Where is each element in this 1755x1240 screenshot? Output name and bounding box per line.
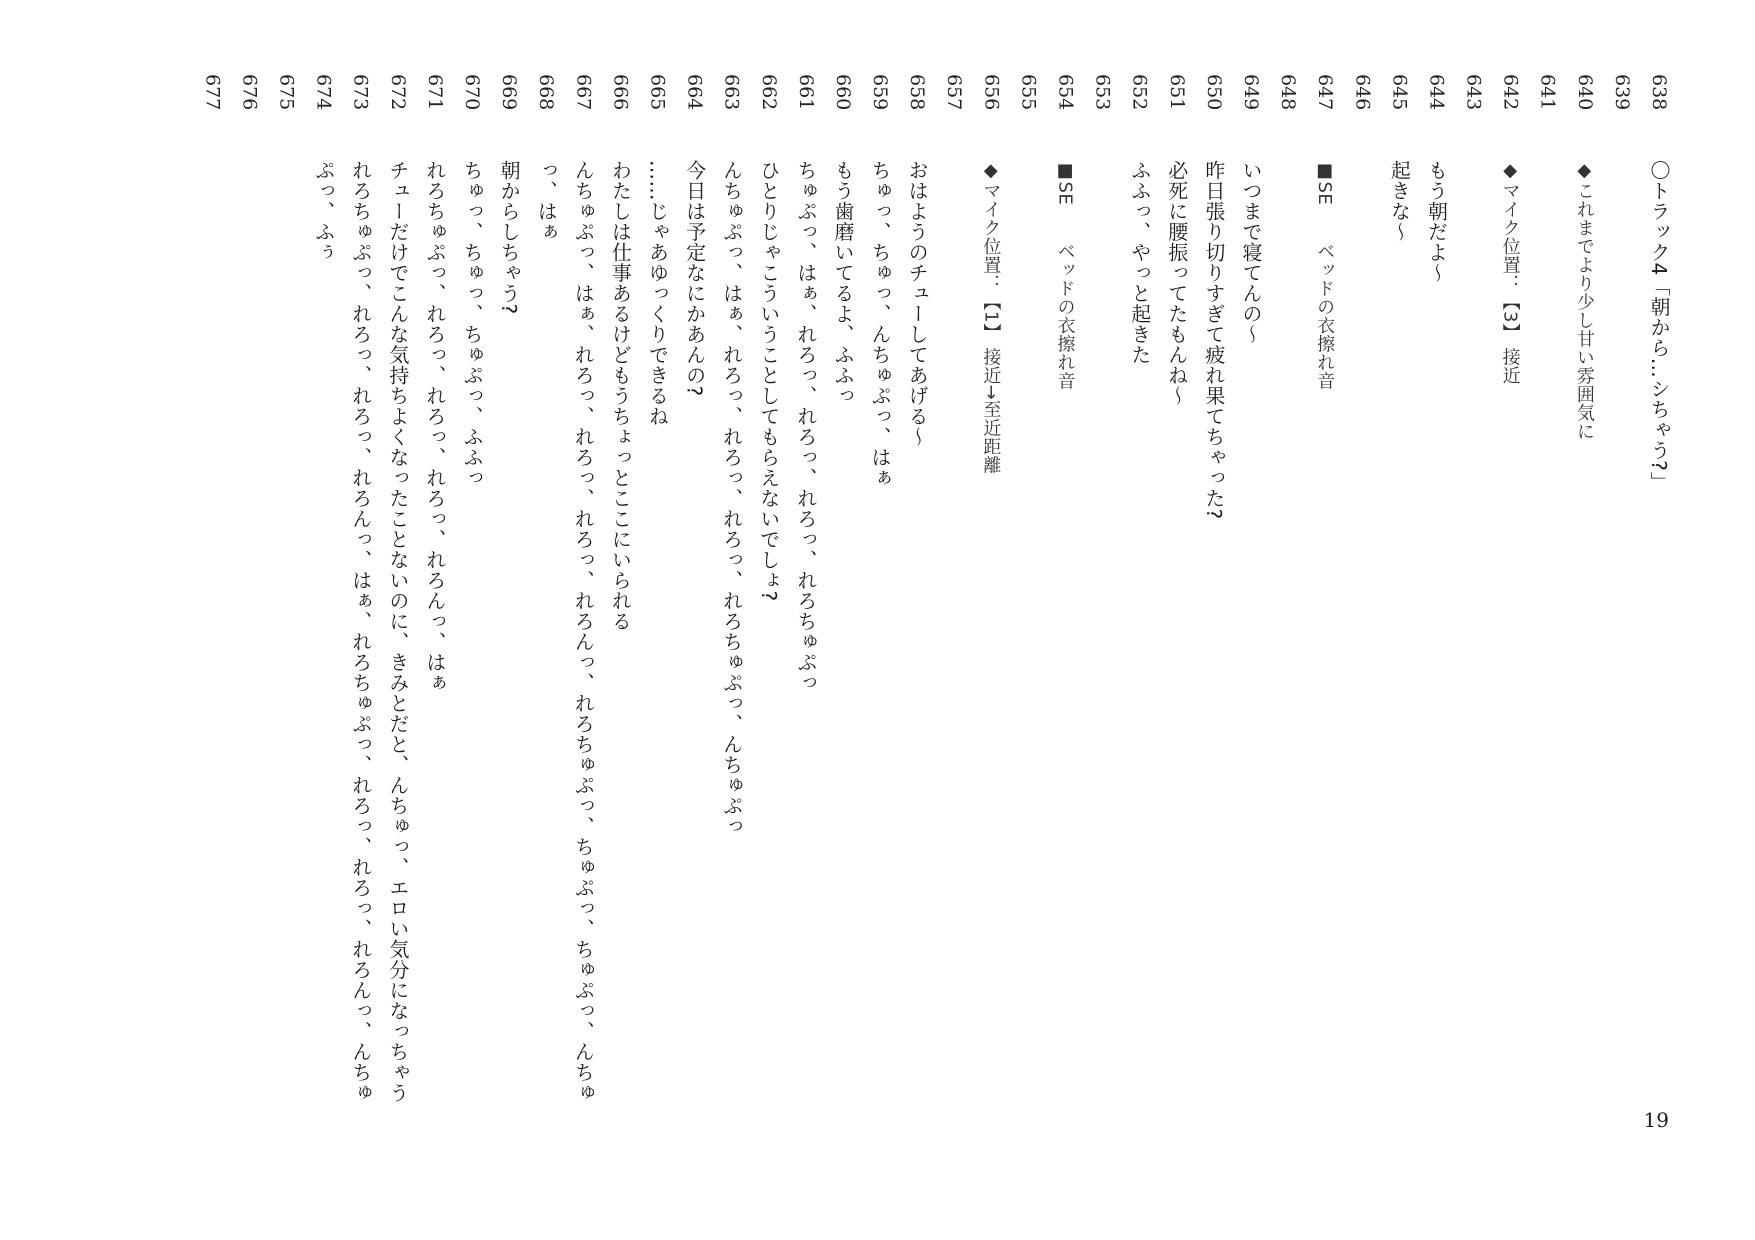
script-line xyxy=(675,74,712,1174)
script-line xyxy=(1417,74,1454,1174)
line-number: 659 xyxy=(869,74,892,111)
script-line xyxy=(1158,74,1195,1174)
line-number: 652 xyxy=(1128,74,1151,111)
stage-direction: ■SE ベッドの衣擦れ音 xyxy=(1314,160,1336,391)
page-number: 19 xyxy=(1643,1108,1669,1132)
script-line xyxy=(787,74,824,1174)
line-number: 649 xyxy=(1239,74,1262,111)
line-text: 必死に腰振ってたもんね〜 xyxy=(1164,160,1189,406)
line-number: 673 xyxy=(349,74,372,111)
script-line xyxy=(750,74,787,1174)
line-number: 660 xyxy=(831,74,854,111)
script-line xyxy=(1566,74,1603,1174)
line-number: 667 xyxy=(572,74,595,111)
script-line xyxy=(267,74,304,1174)
script-line xyxy=(898,74,935,1174)
line-number: 640 xyxy=(1573,74,1596,111)
line-number: 661 xyxy=(794,74,817,111)
script-line xyxy=(1046,74,1083,1174)
line-number: 658 xyxy=(906,74,929,111)
script-line xyxy=(601,74,638,1174)
line-text: ふふっ、やっと起きた xyxy=(1127,160,1152,365)
line-number: 662 xyxy=(757,74,780,111)
script-line xyxy=(564,74,601,1174)
line-text: いつまで寝てんの〜 xyxy=(1238,160,1263,345)
line-text: もう朝だよ〜 xyxy=(1424,160,1449,283)
script-line xyxy=(342,74,379,1174)
line-text: 昨日張り切りすぎて疲れ果てちゃった? xyxy=(1201,160,1226,520)
line-text: んちゅぷっ、はぁ、れろっ、れろっ、れろっ、れろちゅぷっ、んちゅぷっ xyxy=(719,160,744,837)
line-text: ぷっ、ふぅ xyxy=(311,160,336,263)
script-line xyxy=(861,74,898,1174)
script-line xyxy=(453,74,490,1174)
line-text: っ、はぁ xyxy=(534,160,559,242)
line-text: れろちゅぷっ、れろっ、れろっ、れろっ、れろんっ、はぁ xyxy=(422,160,447,693)
line-text: ちゅっ、ちゅっ、んちゅぷっ、はぁ xyxy=(868,160,893,488)
line-number: 665 xyxy=(646,74,669,111)
track-heading: 〇トラック4「朝から…シちゃう?」 xyxy=(1647,160,1671,492)
script-line xyxy=(490,74,527,1174)
script-line xyxy=(1084,74,1121,1174)
script-line xyxy=(638,74,675,1174)
line-text: おはようのチューしてあげる〜 xyxy=(905,160,930,447)
line-number: 669 xyxy=(498,74,521,111)
script-line xyxy=(230,74,267,1174)
script-line xyxy=(1640,74,1677,1174)
line-number: 672 xyxy=(386,74,409,111)
line-text: 今日は予定なにかあんの? xyxy=(682,160,707,397)
line-text: ちゅっ、ちゅっ、ちゅぷっ、ふふっ xyxy=(460,160,484,488)
line-text: 起きな〜 xyxy=(1387,160,1412,242)
line-text: ……じゃあゆっくりできるね xyxy=(645,160,670,427)
line-number: 641 xyxy=(1536,74,1559,111)
script-line xyxy=(824,74,861,1174)
script-line xyxy=(1269,74,1306,1174)
script-line xyxy=(1529,74,1566,1174)
script-line xyxy=(1232,74,1269,1174)
script-line xyxy=(1343,74,1380,1174)
line-number: 668 xyxy=(535,74,558,111)
line-number: 663 xyxy=(720,74,743,111)
line-text: ひとりじゃこういうことしてもらえないでしょ? xyxy=(756,160,781,602)
script-line xyxy=(527,74,564,1174)
script-line xyxy=(416,74,453,1174)
line-number: 643 xyxy=(1462,74,1485,111)
line-number: 655 xyxy=(1017,74,1040,111)
stage-direction: ◆マイク位置：【3】 接近 xyxy=(1499,160,1521,385)
line-text: わたしは仕事あるけどもうちょっとここにいられる xyxy=(608,160,633,632)
script-line xyxy=(935,74,972,1174)
script-lines xyxy=(193,74,1677,1174)
line-number: 650 xyxy=(1202,74,1225,111)
script-line xyxy=(1454,74,1491,1174)
line-number: 657 xyxy=(943,74,966,111)
script-line xyxy=(1009,74,1046,1174)
script-line xyxy=(713,74,750,1174)
line-number: 671 xyxy=(423,74,446,111)
script-line xyxy=(1195,74,1232,1174)
line-number: 639 xyxy=(1610,74,1633,111)
script-line xyxy=(193,74,230,1174)
line-text: チューだけでこんな気持ちよくなったことないのに、きみとだと、んちゅっ、エロい気分になっちゃう xyxy=(385,160,410,1103)
line-text: ちゅぷっ、はぁ、れろっ、れろっ、れろっ、れろちゅぷっ xyxy=(793,160,818,693)
script-line xyxy=(1306,74,1343,1174)
line-number: 645 xyxy=(1388,74,1411,111)
line-number: 647 xyxy=(1314,74,1337,111)
stage-direction: ◆マイク位置：【1】 接近→至近距離 xyxy=(980,160,1002,475)
line-text: 朝からしちゃう? xyxy=(497,160,522,315)
line-number: 646 xyxy=(1351,74,1374,111)
line-number: 674 xyxy=(312,74,335,111)
script-line xyxy=(1380,74,1417,1174)
line-number: 644 xyxy=(1425,74,1448,111)
line-number: 653 xyxy=(1091,74,1114,111)
line-text: れろちゅぷっ、れろっ、れろっ、れろんっ、はぁ、れろちゅぷっ、れろっ、れろっ、れろんっ、んちゅ xyxy=(348,160,373,1103)
line-number: 666 xyxy=(609,74,632,111)
line-number: 677 xyxy=(201,74,224,111)
line-number: 656 xyxy=(980,74,1003,111)
stage-direction: ◆これまでより少し甘い雰囲気に xyxy=(1573,160,1595,441)
line-number: 648 xyxy=(1277,74,1300,111)
line-number: 642 xyxy=(1499,74,1522,111)
line-number: 638 xyxy=(1648,74,1670,111)
line-number: 664 xyxy=(683,74,706,111)
script-line xyxy=(1492,74,1529,1174)
line-number: 676 xyxy=(238,74,261,111)
script-line xyxy=(379,74,416,1174)
line-number: 670 xyxy=(461,74,483,111)
stage-direction: ■SE ベッドの衣擦れ音 xyxy=(1054,160,1076,391)
line-text: んちゅぷっ、はぁ、れろっ、れろっ、れろっ、れろんっ、れろちゅぷっ、ちゅぷっ、ちゅぷっ、んちゅ xyxy=(571,160,596,1103)
line-number: 651 xyxy=(1165,74,1188,111)
line-number: 654 xyxy=(1054,74,1077,111)
script-line xyxy=(1121,74,1158,1174)
script-line xyxy=(972,74,1009,1174)
script-line xyxy=(1603,74,1640,1174)
line-text: もう歯磨いてるよ、ふふっ xyxy=(830,160,855,406)
line-number: 675 xyxy=(275,74,298,111)
script-line xyxy=(305,74,342,1174)
